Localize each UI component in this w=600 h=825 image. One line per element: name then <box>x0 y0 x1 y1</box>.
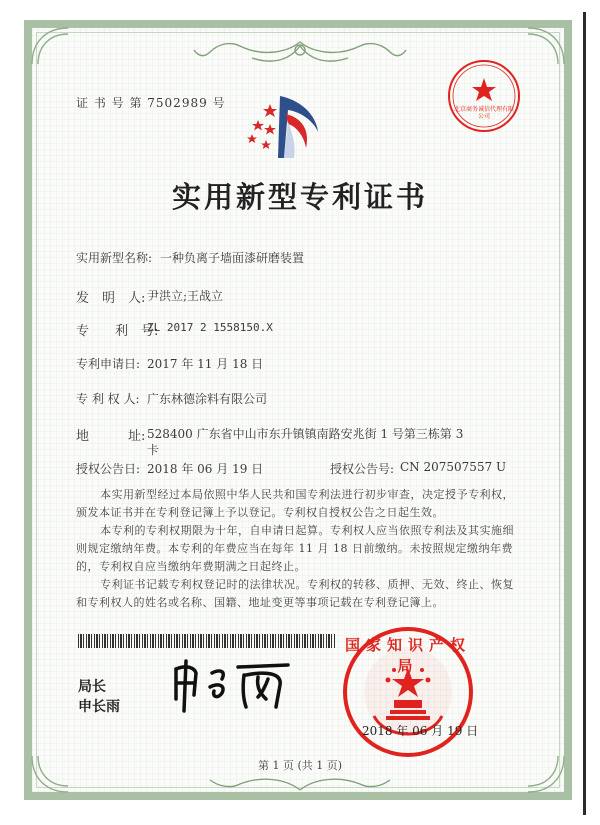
grant-date-label: 授权公告日: <box>76 462 141 476</box>
certificate-number <box>76 94 226 111</box>
application-date-label: 专利申请日: <box>76 357 141 371</box>
certificate-title: 实用新型专利证书 <box>171 180 428 214</box>
grant-date-value: 2018 年 06 月 19 日 <box>147 462 264 476</box>
seal-ring-text: 国家知识产权局 <box>344 636 471 675</box>
patentee-label: 专 利 权 人: <box>76 392 140 406</box>
certificate-number-suffix: 号 <box>212 96 226 110</box>
inventor-value: 尹洪立;王战立 <box>147 289 224 303</box>
corner-ornament-top-right <box>522 24 568 70</box>
paragraph-legal-status: 专利证书记载专利权登记时的法律状况。专利权的转移、质押、无效、终止、恢复和专利权人的姓名或名称、国籍、地址变更等事项记载在专利登记簿上。 <box>76 578 514 609</box>
certificate-number-label: 证 书 号 第 <box>76 96 143 110</box>
agency-stamp-text: 北京商务诚信代理有限公司 <box>453 106 514 120</box>
page-number: 第 1 页 (共 1 页) <box>257 759 343 772</box>
application-date-value: 2017 年 11 月 18 日 <box>147 357 264 371</box>
address-value: 528400 广东省中山市东升镇镇南路安兆街 1 号第三栋第 3 <box>147 427 464 441</box>
director-name: 申长雨 <box>78 699 120 715</box>
paragraph-grant-statement: 本实用新型经过本局依照中华人民共和国专利法进行初步审查，决定授予专利权，颁发本证书并在专利登记簿上予以登记。专利权自授权公告之日起生效。 <box>76 488 514 519</box>
inventor-label: 发 明 人: <box>76 291 146 306</box>
paragraph-term-and-fees: 本专利的专利权期限为十年，自申请日起算。专利权人应当依照专利法及其实施细则规定缴纳年费。本专利的年费应当在每年 11 月 18 日前缴纳。未按照规定缴纳年费的，专利权自应当缴纳年费期满之日起终止。 <box>76 524 514 573</box>
patentee-value: 广东林德涂料有限公司 <box>147 392 268 406</box>
director-title: 局长 <box>78 679 106 695</box>
utility-model-name-label: 实用新型名称: <box>76 251 153 265</box>
corner-ornament-top-left <box>28 24 74 70</box>
address-label: 地 址: <box>76 429 146 444</box>
grant-number-value: CN 207507557 U <box>400 460 507 474</box>
seal-date: 2018 年 06 月 19 日 <box>362 724 479 738</box>
patent-number-value: ZL 2017 2 1558150.X <box>147 321 273 334</box>
certificate-number-value: 7502989 <box>147 96 208 110</box>
utility-model-name-value: 一种负离子墙面漆研磨装置 <box>160 251 305 265</box>
page-edge-line <box>583 12 586 815</box>
patent-office-logo <box>244 92 336 162</box>
top-ornament <box>190 36 410 70</box>
grant-number-label: 授权公告号: <box>330 462 395 476</box>
barcode <box>78 634 336 648</box>
director-signature <box>168 655 298 715</box>
address-value-line2: 卡 <box>147 443 160 457</box>
patent-number-label: 专 利 号: <box>76 324 159 339</box>
official-seal <box>340 624 479 760</box>
agency-stamp <box>446 58 522 134</box>
